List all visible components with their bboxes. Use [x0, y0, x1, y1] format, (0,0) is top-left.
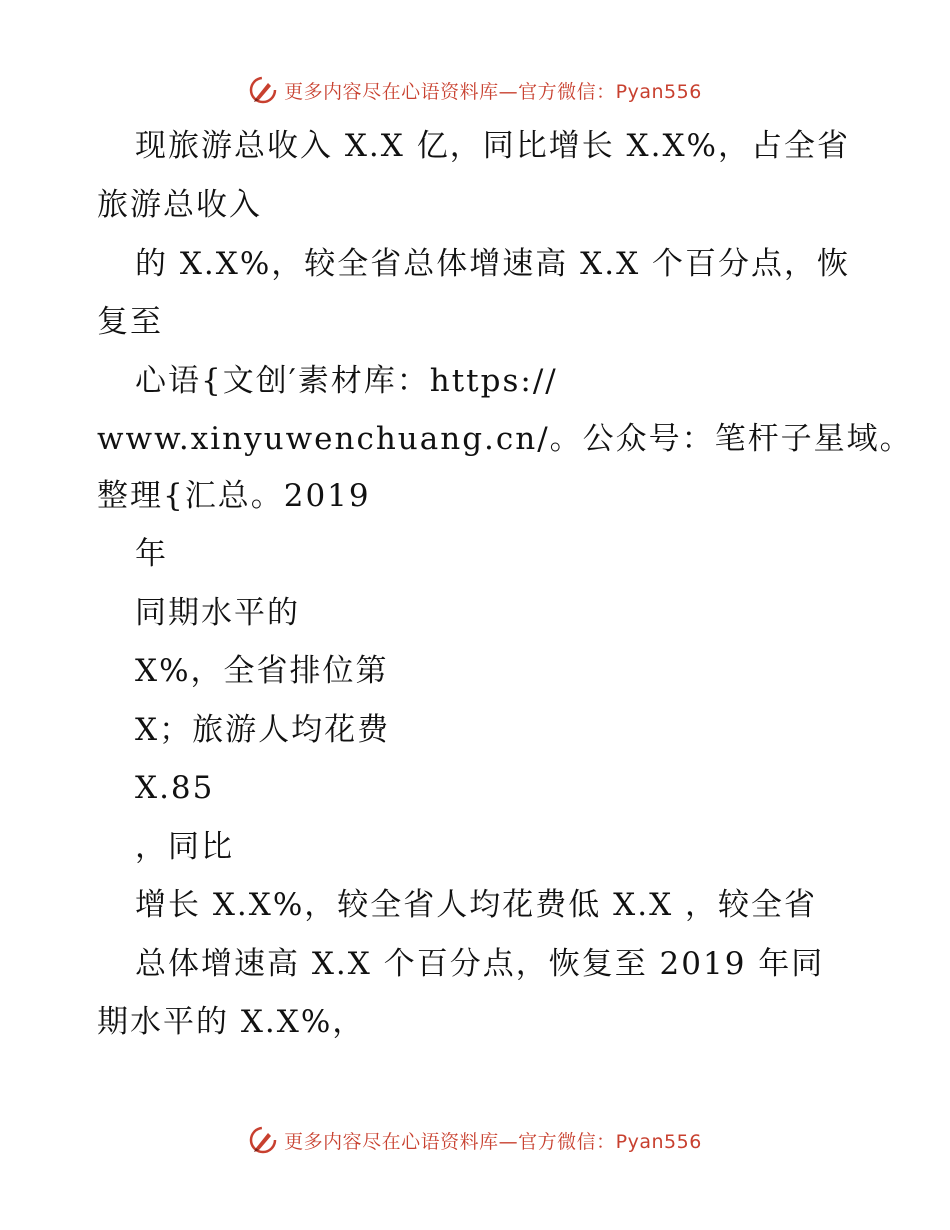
- quill-pen-icon: [248, 1125, 278, 1155]
- body-line-11: X；旅游人均花费: [135, 712, 391, 748]
- body-line-10: X%，全省排位第: [135, 653, 389, 689]
- body-line-6: www.xinyuwenchuang.cn/。公众号：笔杆子星域。: [97, 421, 913, 457]
- footer-banner: [0, 1120, 950, 1160]
- body-line-7: 整理{汇总。2019: [97, 478, 371, 514]
- footer-banner-text: 更多内容尽在心语资料库—官方微信：Pyan556: [284, 1130, 702, 1153]
- body-line-16: 期水平的 X.X%，: [97, 1004, 366, 1040]
- body-line-1: 现旅游总收入 X.X 亿，同比增长 X.X%，占全省: [135, 128, 851, 164]
- body-line-3: 的 X.X%，较全省总体增速高 X.X 个百分点，恢: [135, 246, 851, 282]
- header-banner-text: 更多内容尽在心语资料库—官方微信：Pyan556: [284, 80, 702, 103]
- body-line-15: 总体增速高 X.X 个百分点，恢复至 2019 年同: [135, 946, 825, 982]
- body-line-9: 同期水平的: [135, 595, 300, 631]
- body-line-12: X.85: [135, 770, 215, 806]
- body-line-5: 心语{文创′素材库：https://: [135, 363, 558, 399]
- body-line-4: 复至: [97, 304, 163, 340]
- body-line-13: ，同比: [135, 829, 234, 865]
- body-line-8: 年: [135, 536, 168, 572]
- body-line-14: 增长 X.X%，较全省人均花费低 X.X ，较全省: [135, 887, 818, 923]
- body-line-2: 旅游总收入: [97, 187, 262, 223]
